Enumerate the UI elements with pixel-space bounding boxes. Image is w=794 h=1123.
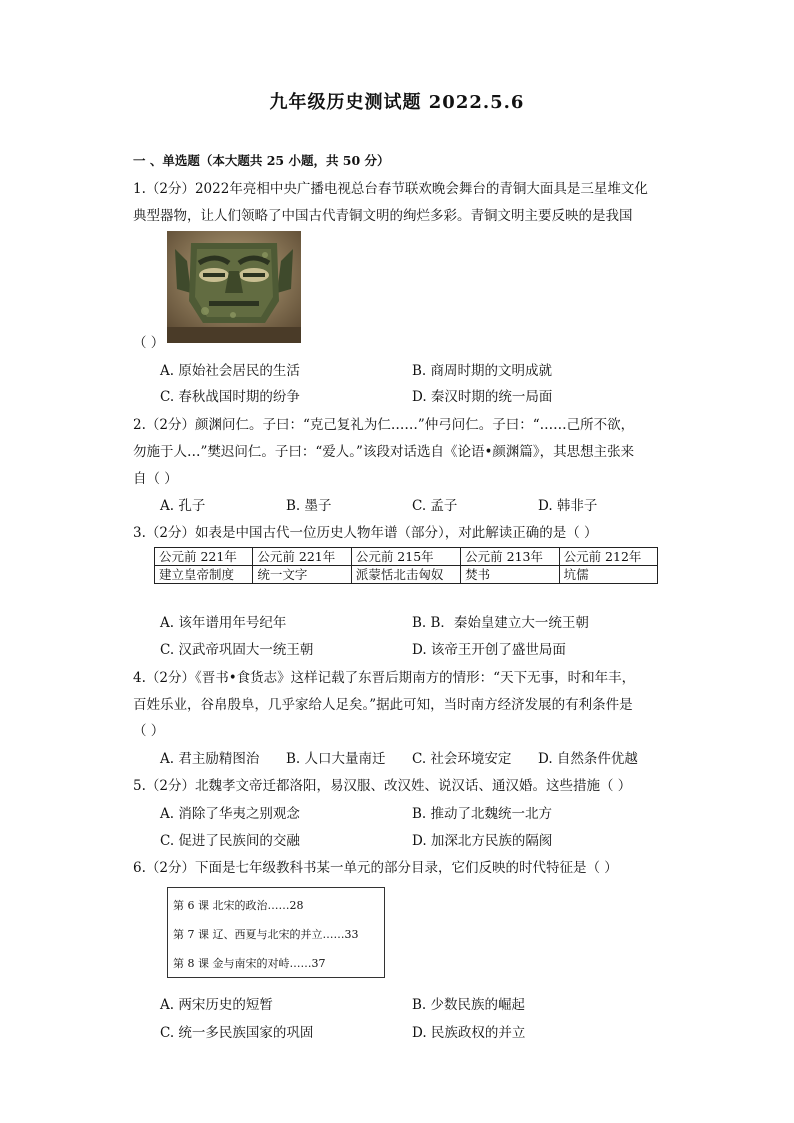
table-cell: 公元前 215年 [351, 548, 460, 566]
q2-option-a[interactable]: A. 孔子 [160, 498, 206, 514]
toc-item: 第 8 课 金与南宋的对峙……37 [173, 957, 326, 970]
q4-option-a[interactable]: A. 君主励精图治 [160, 751, 260, 767]
q2-line3: 自（ ） [133, 471, 178, 487]
q3-line1: 3.（2分）如表是中国古代一位历史人物年谱（部分），对此解读正确的是（ ） [133, 525, 598, 541]
q6-line1: 6.（2分）下面是七年级教科书某一单元的部分目录，它们反映的时代特征是（ ） [133, 860, 618, 876]
q1-option-c[interactable]: C. 春秋战国时期的纷争 [160, 389, 300, 405]
q5-option-c[interactable]: C. 促进了民族间的交融 [160, 833, 300, 849]
q4-option-b[interactable]: B. 人口大量南迁 [286, 751, 386, 767]
q6-option-c[interactable]: C. 统一多民族国家的巩固 [160, 1025, 314, 1041]
q6-option-d[interactable]: D. 民族政权的并立 [412, 1025, 526, 1041]
q1-line1: 1.（2分）2022年亮相中央广播电视总台春节联欢晚会舞台的青铜大面具是三星堆文化 [133, 181, 648, 197]
table-cell: 公元前 221年 [253, 548, 351, 566]
chronology-table [154, 547, 658, 584]
q2-line2: 勿施于人…”樊迟问仁。子曰：“爱人。”该段对话选自《论语•颜渊篇》，其思想主张来 [133, 444, 635, 460]
table-row [155, 548, 658, 566]
toc-item: 第 7 课 辽、西夏与北宋的并立……33 [173, 928, 359, 941]
table-cell: 公元前 212年 [559, 548, 657, 566]
q5-option-d[interactable]: D. 加深北方民族的隔阂 [412, 833, 553, 849]
q4-line2: 百姓乐业，谷帛殷阜，几乎家给人足矣。”据此可知，当时南方经济发展的有利条件是 [133, 697, 633, 713]
q1-option-b[interactable]: B. 商周时期的文明成就 [412, 363, 553, 379]
q4-option-c[interactable]: C. 社会环境安定 [412, 751, 512, 767]
q4-option-d[interactable]: D. 自然条件优越 [538, 751, 638, 767]
table-cell: 焚书 [461, 566, 559, 584]
q1-option-d[interactable]: D. 秦汉时期的统一局面 [412, 389, 553, 405]
table-cell: 公元前 221年 [155, 548, 253, 566]
q3-option-a[interactable]: A. 该年谱用年号纪年 [160, 615, 287, 631]
q5-option-a[interactable]: A. 消除了华夷之别观念 [160, 806, 300, 822]
q3-option-d[interactable]: D. 该帝王开创了盛世局面 [412, 642, 566, 658]
section-heading: 一 、单选题（本大题共 25 小题，共 50 分） [133, 153, 390, 168]
q3-option-b[interactable]: B. B．秦始皇建立大一统王朝 [412, 615, 589, 631]
table-cell: 统一文字 [253, 566, 351, 584]
q2-option-b[interactable]: B. 墨子 [286, 498, 332, 514]
bronze-mask-icon [167, 231, 301, 343]
q6-option-b[interactable]: B. 少数民族的崛起 [412, 997, 526, 1013]
table-cell: 派蒙恬北击匈奴 [351, 566, 460, 584]
q1-answer-paren: （ ） [133, 335, 165, 351]
toc-item: 第 6 课 北宋的政治……28 [173, 899, 304, 912]
q3-option-c[interactable]: C. 汉武帝巩固大一统王朝 [160, 642, 314, 658]
q5-line1: 5.（2分）北魏孝文帝迁都洛阳，易汉服、改汉姓、说汉话、通汉婚。这些措施（ ） [133, 778, 632, 794]
textbook-toc-box [167, 887, 385, 978]
table-row [155, 566, 658, 584]
q2-line1: 2.（2分）颜渊问仁。子曰：“克己复礼为仁……”仲弓问仁。子曰：“……己所不欲， [133, 417, 635, 433]
q5-option-b[interactable]: B. 推动了北魏统一北方 [412, 806, 553, 822]
q4-line1: 4.（2分）《晋书•食货志》这样记载了东晋后期南方的情形：“天下无事，时和年丰， [133, 670, 636, 686]
table-cell: 坑儒 [559, 566, 657, 584]
q2-option-c[interactable]: C. 孟子 [412, 498, 458, 514]
q4-line3: （ ） [133, 723, 165, 739]
bronze-mask-image [167, 231, 301, 343]
q6-option-a[interactable]: A. 两宋历史的短暂 [160, 997, 273, 1013]
q1-line2: 典型器物，让人们领略了中国古代青铜文明的绚烂多彩。青铜文明主要反映的是我国 [133, 208, 633, 224]
q2-option-d[interactable]: D. 韩非子 [538, 498, 598, 514]
table-cell: 建立皇帝制度 [155, 566, 253, 584]
q1-option-a[interactable]: A. 原始社会居民的生活 [160, 363, 300, 379]
page-title: 九年级历史测试题 2022.5.6 [269, 92, 525, 113]
table-cell: 公元前 213年 [461, 548, 559, 566]
